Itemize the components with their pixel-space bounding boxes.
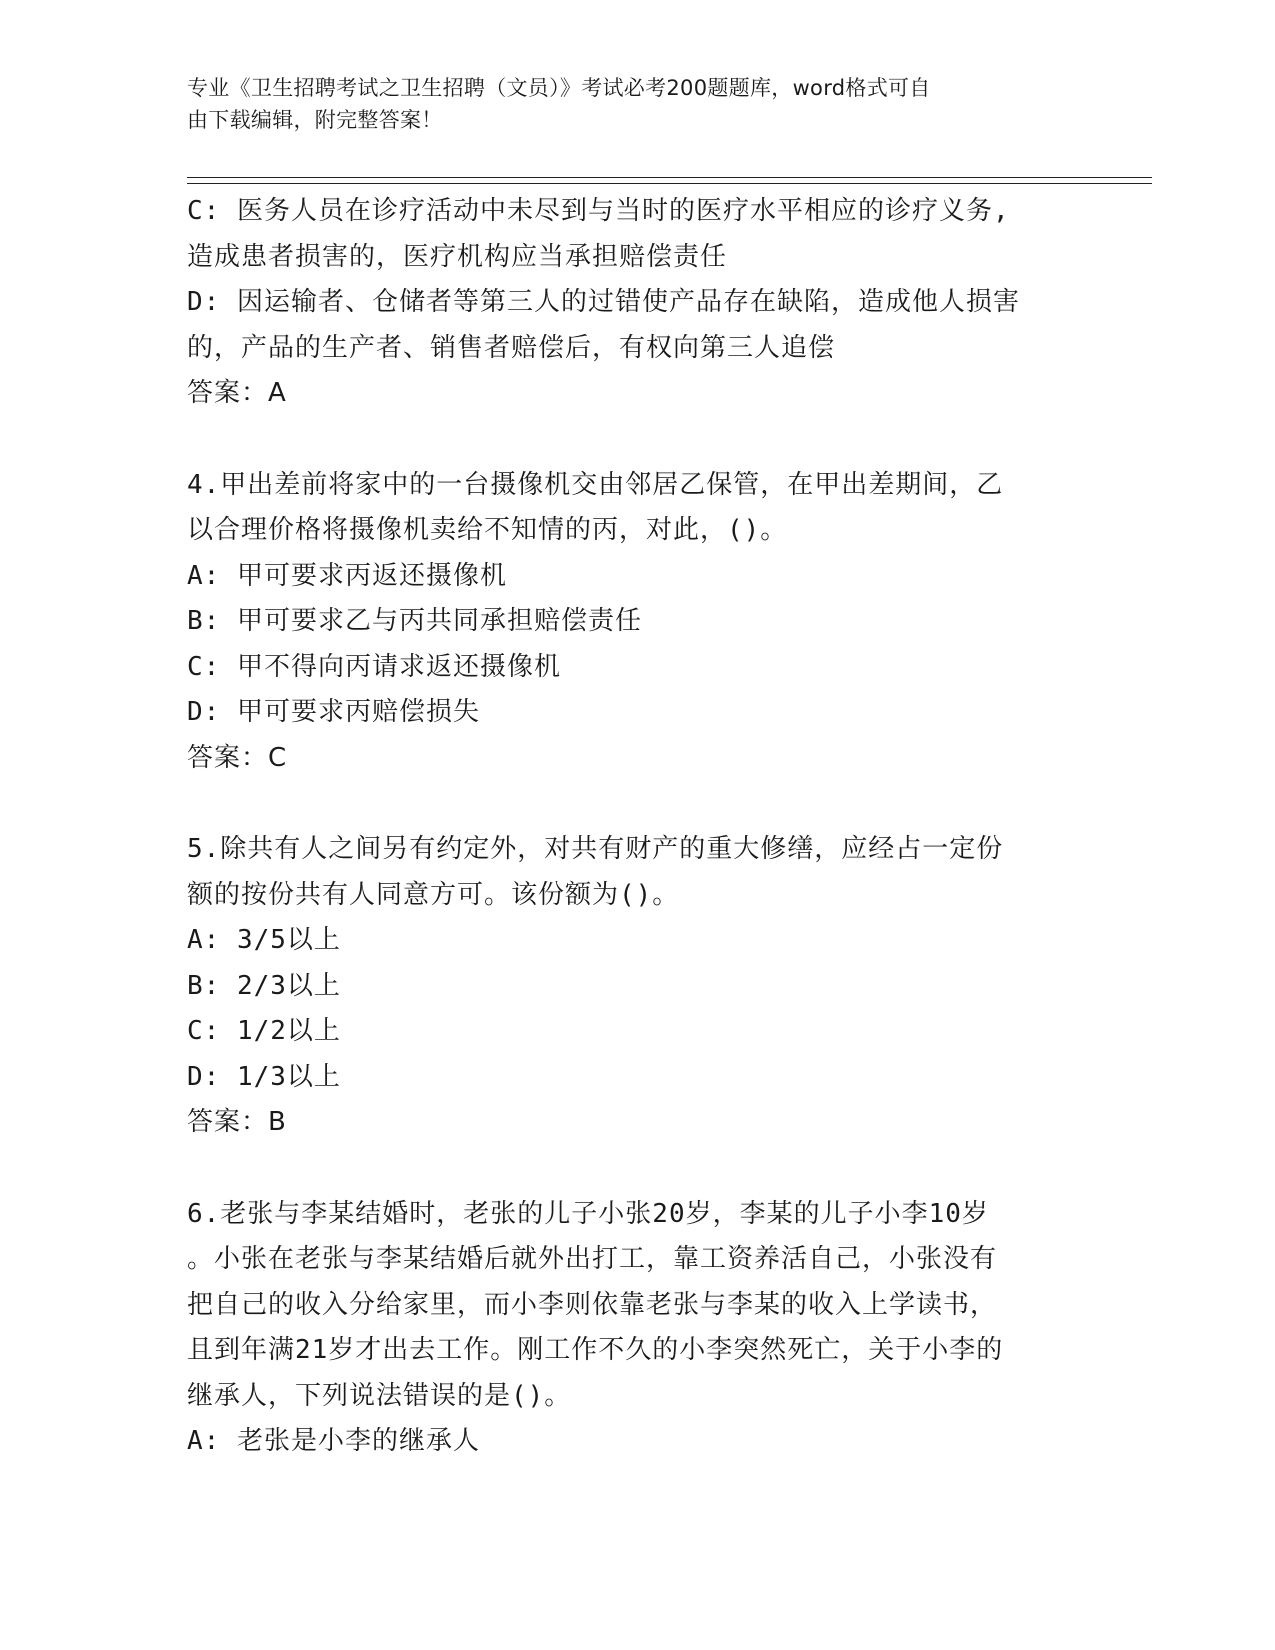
q3-answer: 答案：A bbox=[187, 378, 287, 408]
spacer bbox=[187, 417, 1087, 463]
q4-stem-line-1: 4.甲出差前将家中的一台摄像机交由邻居乙保管，在甲出差期间，乙 bbox=[187, 469, 1004, 500]
q3-option-d-line-1: D: 因运输者、仓储者等第三人的过错使产品存在缺陷，造成他人损害 bbox=[187, 287, 1020, 317]
q6-stem-line-2: 。小张在老张与李某结婚后就外出打工，靠工资养活自己，小张没有 bbox=[187, 1244, 998, 1274]
header-rule-top bbox=[187, 177, 1152, 178]
q5-stem-line-1: 5.除共有人之间另有约定外，对共有财产的重大修缮，应经占一定份 bbox=[187, 834, 1004, 864]
q5-option-b: B: 2/3以上 bbox=[187, 970, 341, 1001]
q6-stem-line-3: 把自己的收入分给家里，而小李则依靠老张与李某的收入上学读书， bbox=[187, 1289, 998, 1320]
spacer bbox=[187, 781, 1087, 827]
q4-option-b: B: 甲可要求乙与丙共同承担赔偿责任 bbox=[187, 606, 642, 636]
q6-stem-line-4: 且到年满21岁才出去工作。刚工作不久的小李突然死亡，关于小李的 bbox=[187, 1335, 1004, 1365]
q3-option-c-line-2: 造成患者损害的，医疗机构应当承担赔偿责任 bbox=[187, 241, 728, 272]
q3-option-d-line-2: 的，产品的生产者、销售者赔偿后，有权向第三人追偿 bbox=[187, 332, 836, 363]
q6-stem-line-1: 6.老张与李某结婚时，老张的儿子小张20岁，李某的儿子小李10岁 bbox=[187, 1198, 989, 1229]
document-body bbox=[187, 189, 1087, 1465]
q4-option-d: D: 甲可要求丙赔偿损失 bbox=[187, 697, 480, 727]
q4-option-c: C: 甲不得向丙请求返还摄像机 bbox=[187, 651, 561, 682]
q3-option-c-line-1: C: 医务人员在诊疗活动中未尽到与当时的医疗水平相应的诊疗义务, bbox=[187, 196, 1010, 226]
q4-stem-line-2: 以合理价格将摄像机卖给不知情的丙，对此，()。 bbox=[187, 515, 788, 545]
q5-option-d: D: 1/3以上 bbox=[187, 1061, 341, 1092]
q5-answer: 答案：B bbox=[187, 1107, 287, 1137]
q5-option-c: C: 1/2以上 bbox=[187, 1016, 341, 1046]
q4-answer: 答案：C bbox=[187, 742, 288, 773]
q6-option-a: A: 老张是小李的继承人 bbox=[187, 1426, 480, 1456]
spacer bbox=[187, 1146, 1087, 1192]
q4-option-a: A: 甲可要求丙返还摄像机 bbox=[187, 560, 507, 591]
document-header bbox=[187, 72, 1067, 136]
header-line-2: 由下载编辑，附完整答案！ bbox=[187, 108, 443, 132]
q5-stem-line-2: 额的按份共有人同意方可。该份额为()。 bbox=[187, 879, 680, 910]
header-line-1: 专业《卫生招聘考试之卫生招聘（文员）》考试必考200题题库，word格式可自 bbox=[187, 76, 931, 100]
q6-stem-line-5: 继承人，下列说法错误的是()。 bbox=[187, 1380, 572, 1411]
header-rule-bottom bbox=[187, 183, 1152, 184]
q5-option-a: A: 3/5以上 bbox=[187, 925, 341, 955]
